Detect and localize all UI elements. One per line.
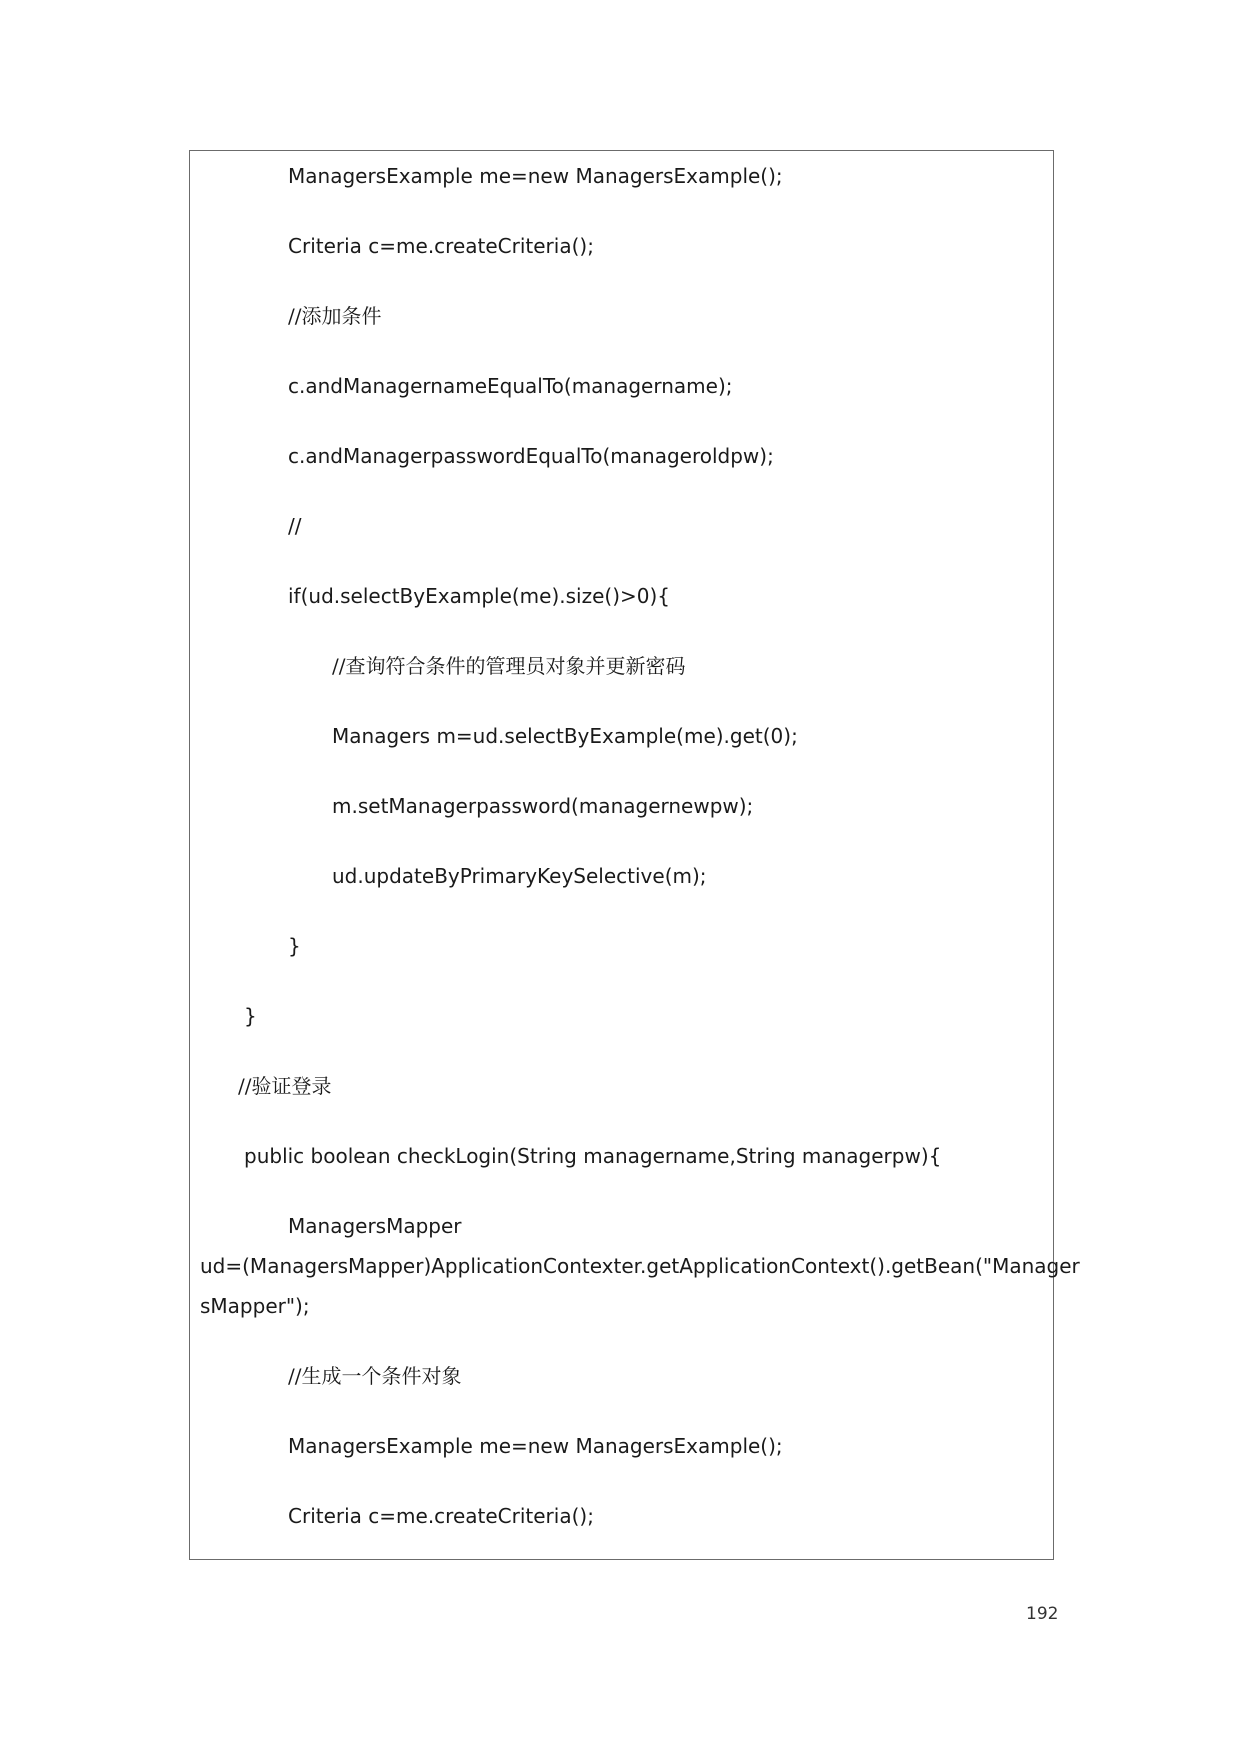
code-line: Criteria c=me.createCriteria(); <box>288 234 594 258</box>
code-line: m.setManagerpassword(managernewpw); <box>332 794 754 818</box>
code-comment: //添加条件 <box>288 304 382 328</box>
code-line: ManagersMapper <box>288 1214 462 1238</box>
code-comment: //验证登录 <box>238 1074 332 1098</box>
code-line: ud.updateByPrimaryKeySelective(m); <box>332 864 707 888</box>
code-line: ud=(ManagersMapper)ApplicationContexter.getApplicationContext().getBean("Manager <box>200 1254 1080 1278</box>
code-line: if(ud.selectByExample(me).size()>0){ <box>288 584 671 608</box>
code-comment: // <box>288 514 302 538</box>
code-line: c.andManagernameEqualTo(managername); <box>288 374 733 398</box>
code-line: } <box>288 934 301 958</box>
code-comment: //生成一个条件对象 <box>288 1364 462 1388</box>
code-line: c.andManagerpasswordEqualTo(manageroldpw); <box>288 444 774 468</box>
code-line: public boolean checkLogin(String managername,String managerpw){ <box>244 1144 942 1168</box>
code-comment: //查询符合条件的管理员对象并更新密码 <box>332 654 686 678</box>
code-line: sMapper"); <box>200 1294 310 1318</box>
page-number: 192 <box>1026 1604 1059 1624</box>
code-line: ManagersExample me=new ManagersExample(); <box>288 1434 783 1458</box>
code-line: Criteria c=me.createCriteria(); <box>288 1504 594 1528</box>
code-line: Managers m=ud.selectByExample(me).get(0); <box>332 724 798 748</box>
code-block-frame <box>189 150 1054 1560</box>
code-line: ManagersExample me=new ManagersExample(); <box>288 164 783 188</box>
code-line: } <box>244 1004 257 1028</box>
